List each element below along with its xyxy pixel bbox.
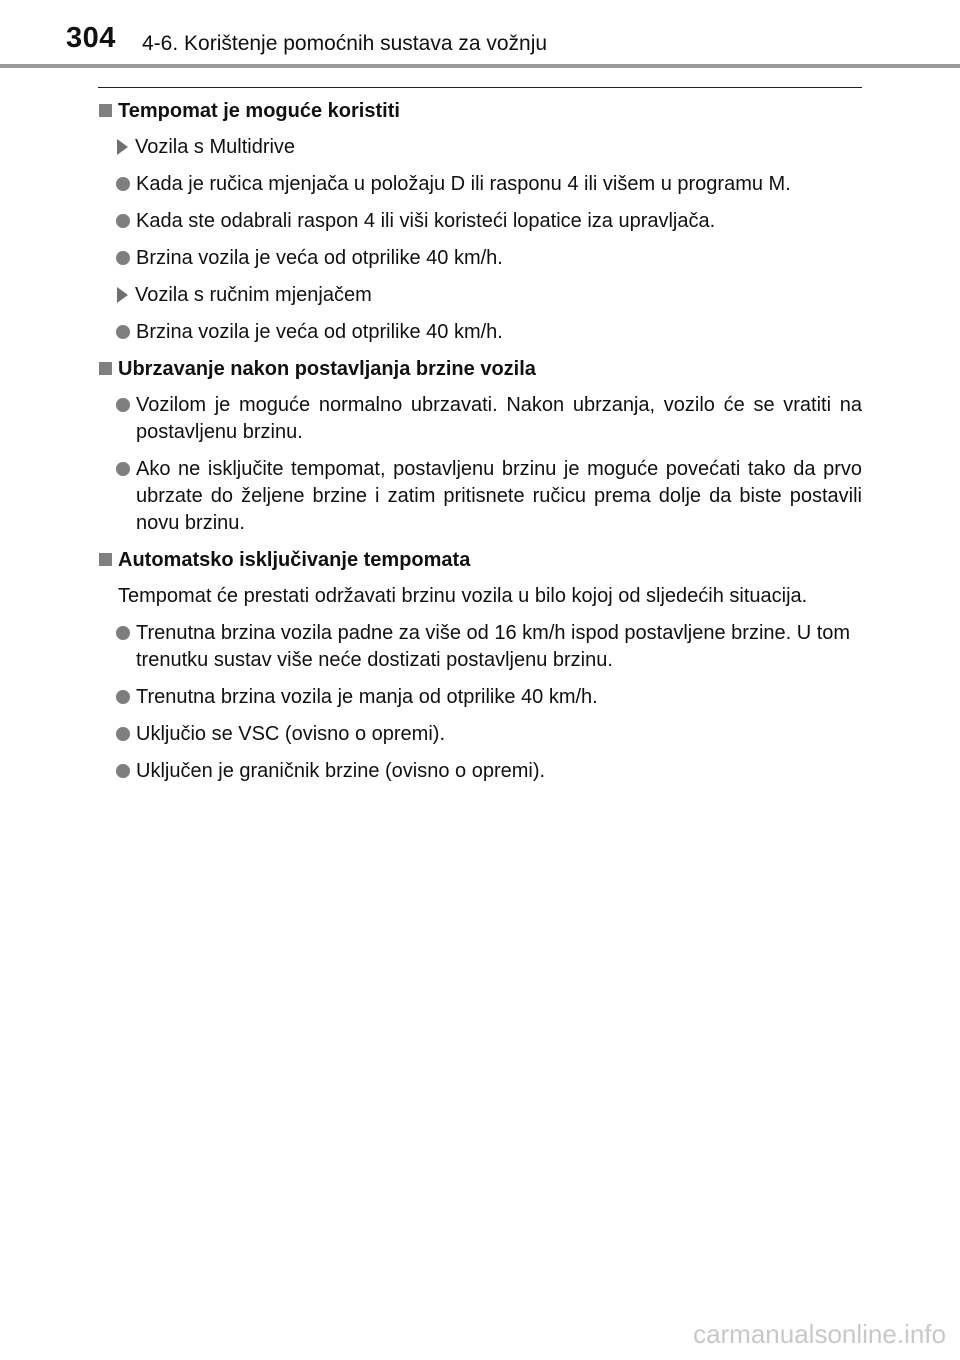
section-heading-text: Ubrzavanje nakon postavljanja brzine vozila	[118, 358, 536, 380]
list-item	[116, 620, 862, 674]
list-item-text: Trenutna brzina vozila je manja od otprilike 40 km/h.	[136, 686, 598, 708]
page-number: 304	[66, 22, 116, 54]
bullet-dot-icon	[116, 626, 130, 640]
list-item	[116, 392, 862, 446]
bullet-dot-icon	[116, 690, 130, 704]
section-heading-text: Tempomat je moguće koristiti	[118, 100, 400, 122]
section-intro: Tempomat će prestati održavati brzinu vozila u bilo kojoj od sljedećih situacija.	[118, 585, 808, 607]
section-usage	[98, 98, 862, 346]
section-heading	[98, 547, 862, 573]
list-item	[116, 456, 862, 537]
section-heading	[98, 356, 862, 382]
list-item-text: Kada ste odabrali raspon 4 ili viši koristeći lopatice iza upravljača.	[136, 210, 716, 232]
list-item-text: Vozilom je moguće normalno ubrzavati. Nakon ubrzanja, vozilo će se vratiti na postavljenu brzinu.	[136, 394, 862, 443]
list-item-text: Ako ne isključite tempomat, postavljenu brzinu je moguće povećati tako da prvo ubrzate do željene brzine i zatim pritisnete ručicu prema dolje da biste postavili novu brzinu.	[136, 458, 862, 534]
list-item-text: Uključen je graničnik brzine (ovisno o opremi).	[136, 760, 546, 782]
section-heading	[98, 98, 862, 124]
page-content	[98, 98, 862, 795]
list-item-text: Vozila s Multidrive	[135, 136, 296, 158]
arrow-right-icon	[117, 287, 128, 303]
section-acceleration	[98, 356, 862, 537]
list-item	[116, 282, 862, 309]
list-item-text: Uključio se VSC (ovisno o opremi).	[136, 723, 445, 745]
square-bullet-icon	[99, 104, 112, 117]
list-item	[116, 208, 862, 235]
list-item-text: Vozila s ručnim mjenjačem	[135, 284, 372, 306]
list-item	[116, 721, 862, 748]
header-bar	[0, 64, 960, 68]
bullet-dot-icon	[116, 764, 130, 778]
watermark: carmanualsonline.info	[693, 1319, 946, 1349]
arrow-right-icon	[117, 139, 128, 155]
bullet-dot-icon	[116, 251, 130, 265]
list-item	[116, 245, 862, 272]
top-rule	[98, 87, 862, 88]
square-bullet-icon	[99, 362, 112, 375]
list-item	[116, 134, 862, 161]
bullet-dot-icon	[116, 462, 130, 476]
list-item	[116, 684, 862, 711]
list-item-text: Brzina vozila je veća od otprilike 40 km/h.	[136, 321, 503, 343]
bullet-dot-icon	[116, 398, 130, 412]
chapter-title: 4-6. Korištenje pomoćnih sustava za vožnju	[142, 32, 548, 55]
section-auto-cancel	[98, 547, 862, 785]
section-heading-text: Automatsko isključivanje tempomata	[118, 549, 471, 571]
list-item	[116, 319, 862, 346]
bullet-dot-icon	[116, 325, 130, 339]
list-item	[116, 171, 862, 198]
list-item-text: Kada je ručica mjenjača u položaju D ili rasponu 4 ili višem u programu M.	[136, 173, 791, 195]
bullet-dot-icon	[116, 214, 130, 228]
bullet-dot-icon	[116, 727, 130, 741]
list-item	[116, 758, 862, 785]
bullet-dot-icon	[116, 177, 130, 191]
page-header	[0, 0, 960, 70]
list-item-text: Brzina vozila je veća od otprilike 40 km/h.	[136, 247, 503, 269]
list-item-text: Trenutna brzina vozila padne za više od 16 km/h ispod postavljene brzine. U tom trenutku sustav više neće dostizati postavljenu brzinu.	[136, 622, 851, 671]
square-bullet-icon	[99, 553, 112, 566]
